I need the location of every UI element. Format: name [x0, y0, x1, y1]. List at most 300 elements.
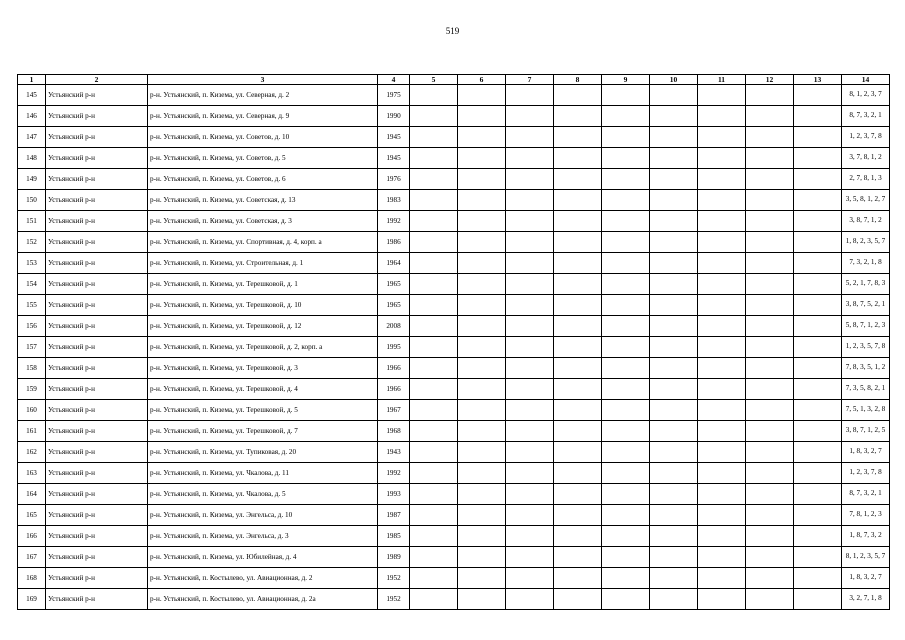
empty-cell-col-12 — [746, 421, 794, 442]
col14-cell: 7, 8, 3, 5, 1, 2 — [842, 358, 890, 379]
empty-cell-col-9 — [602, 148, 650, 169]
col14-cell: 7, 8, 1, 2, 3 — [842, 505, 890, 526]
address-cell: р-н. Устьянский, п. Кизема, ул. Тупиковая, д. 20 — [148, 442, 378, 463]
empty-cell-col-7 — [506, 484, 554, 505]
row-number: 155 — [18, 295, 46, 316]
year-cell: 1966 — [378, 379, 410, 400]
row-number: 152 — [18, 232, 46, 253]
empty-cell-col-10 — [650, 547, 698, 568]
empty-cell-col-11 — [698, 421, 746, 442]
table-row — [18, 526, 890, 547]
empty-cell-col-9 — [602, 421, 650, 442]
table-row — [18, 421, 890, 442]
empty-cell-col-13 — [794, 568, 842, 589]
address-cell: р-н. Устьянский, п. Кизема, ул. Терешковой, д. 1 — [148, 274, 378, 295]
empty-cell-col-7 — [506, 337, 554, 358]
empty-cell-col-6 — [458, 505, 506, 526]
empty-cell-col-6 — [458, 316, 506, 337]
column-header-13: 13 — [794, 75, 842, 85]
empty-cell-col-8 — [554, 253, 602, 274]
empty-cell-col-10 — [650, 253, 698, 274]
empty-cell-col-13 — [794, 232, 842, 253]
district-cell: Устьянский р-н — [46, 127, 148, 148]
address-cell: р-н. Устьянский, п. Кизема, ул. Строительная, д. 1 — [148, 253, 378, 274]
empty-cell-col-10 — [650, 211, 698, 232]
empty-cell-col-5 — [410, 190, 458, 211]
address-cell: р-н. Устьянский, п. Костылево, ул. Авиационная, д. 2 — [148, 568, 378, 589]
year-cell: 1964 — [378, 253, 410, 274]
column-header-3: 3 — [148, 75, 378, 85]
empty-cell-col-12 — [746, 316, 794, 337]
address-cell: р-н. Устьянский, п. Кизема, ул. Терешковой, д. 10 — [148, 295, 378, 316]
col14-cell: 7, 5, 1, 3, 2, 8 — [842, 400, 890, 421]
empty-cell-col-13 — [794, 253, 842, 274]
row-number: 161 — [18, 421, 46, 442]
empty-cell-col-9 — [602, 463, 650, 484]
table-row — [18, 589, 890, 610]
col14-cell: 1, 2, 3, 5, 7, 8 — [842, 337, 890, 358]
empty-cell-col-12 — [746, 484, 794, 505]
address-cell: р-н. Устьянский, п. Кизема, ул. Советов, д. 10 — [148, 127, 378, 148]
col14-cell: 1, 2, 3, 7, 8 — [842, 127, 890, 148]
empty-cell-col-11 — [698, 127, 746, 148]
empty-cell-col-7 — [506, 211, 554, 232]
empty-cell-col-7 — [506, 274, 554, 295]
empty-cell-col-8 — [554, 421, 602, 442]
col14-cell: 1, 8, 3, 2, 7 — [842, 442, 890, 463]
row-number: 162 — [18, 442, 46, 463]
address-cell: р-н. Устьянский, п. Кизема, ул. Терешковой, д. 7 — [148, 421, 378, 442]
empty-cell-col-5 — [410, 85, 458, 106]
empty-cell-col-12 — [746, 274, 794, 295]
year-cell: 1975 — [378, 85, 410, 106]
empty-cell-col-12 — [746, 85, 794, 106]
empty-cell-col-10 — [650, 442, 698, 463]
empty-cell-col-12 — [746, 127, 794, 148]
empty-cell-col-6 — [458, 358, 506, 379]
district-cell: Устьянский р-н — [46, 253, 148, 274]
empty-cell-col-8 — [554, 295, 602, 316]
year-cell: 1952 — [378, 568, 410, 589]
empty-cell-col-9 — [602, 337, 650, 358]
empty-cell-col-7 — [506, 148, 554, 169]
col14-cell: 3, 2, 7, 1, 8 — [842, 589, 890, 610]
year-cell: 1965 — [378, 295, 410, 316]
district-cell: Устьянский р-н — [46, 274, 148, 295]
year-cell: 1945 — [378, 148, 410, 169]
empty-cell-col-7 — [506, 400, 554, 421]
row-number: 164 — [18, 484, 46, 505]
empty-cell-col-5 — [410, 106, 458, 127]
table-row — [18, 463, 890, 484]
empty-cell-col-13 — [794, 148, 842, 169]
row-number: 157 — [18, 337, 46, 358]
column-header-10: 10 — [650, 75, 698, 85]
empty-cell-col-9 — [602, 127, 650, 148]
table-row — [18, 379, 890, 400]
year-cell: 1965 — [378, 274, 410, 295]
empty-cell-col-5 — [410, 253, 458, 274]
district-cell: Устьянский р-н — [46, 400, 148, 421]
col14-cell: 8, 7, 3, 2, 1 — [842, 484, 890, 505]
empty-cell-col-10 — [650, 274, 698, 295]
address-cell: р-н. Устьянский, п. Кизема, ул. Энгельса, д. 10 — [148, 505, 378, 526]
row-number: 163 — [18, 463, 46, 484]
empty-cell-col-12 — [746, 358, 794, 379]
table-row — [18, 547, 890, 568]
row-number: 169 — [18, 589, 46, 610]
district-cell: Устьянский р-н — [46, 106, 148, 127]
district-cell: Устьянский р-н — [46, 526, 148, 547]
empty-cell-col-9 — [602, 295, 650, 316]
empty-cell-col-7 — [506, 106, 554, 127]
district-cell: Устьянский р-н — [46, 442, 148, 463]
table-body — [18, 85, 890, 610]
empty-cell-col-6 — [458, 442, 506, 463]
empty-cell-col-6 — [458, 463, 506, 484]
column-header-9: 9 — [602, 75, 650, 85]
empty-cell-col-12 — [746, 505, 794, 526]
empty-cell-col-8 — [554, 568, 602, 589]
district-cell: Устьянский р-н — [46, 589, 148, 610]
empty-cell-col-10 — [650, 589, 698, 610]
empty-cell-col-7 — [506, 526, 554, 547]
empty-cell-col-10 — [650, 463, 698, 484]
empty-cell-col-8 — [554, 526, 602, 547]
column-header-7: 7 — [506, 75, 554, 85]
empty-cell-col-6 — [458, 85, 506, 106]
empty-cell-col-11 — [698, 253, 746, 274]
empty-cell-col-6 — [458, 568, 506, 589]
col14-cell: 1, 8, 2, 3, 5, 7 — [842, 232, 890, 253]
table-row — [18, 400, 890, 421]
table-row — [18, 85, 890, 106]
empty-cell-col-10 — [650, 316, 698, 337]
empty-cell-col-6 — [458, 169, 506, 190]
row-number: 150 — [18, 190, 46, 211]
empty-cell-col-13 — [794, 127, 842, 148]
col14-cell: 7, 3, 5, 8, 2, 1 — [842, 379, 890, 400]
empty-cell-col-5 — [410, 337, 458, 358]
column-header-11: 11 — [698, 75, 746, 85]
empty-cell-col-12 — [746, 295, 794, 316]
district-cell: Устьянский р-н — [46, 358, 148, 379]
empty-cell-col-5 — [410, 169, 458, 190]
empty-cell-col-10 — [650, 169, 698, 190]
empty-cell-col-10 — [650, 421, 698, 442]
empty-cell-col-9 — [602, 85, 650, 106]
empty-cell-col-6 — [458, 190, 506, 211]
empty-cell-col-7 — [506, 421, 554, 442]
empty-cell-col-8 — [554, 211, 602, 232]
empty-cell-col-8 — [554, 190, 602, 211]
district-cell: Устьянский р-н — [46, 484, 148, 505]
address-cell: р-н. Устьянский, п. Кизема, ул. Северная, д. 9 — [148, 106, 378, 127]
empty-cell-col-10 — [650, 106, 698, 127]
table-row — [18, 505, 890, 526]
empty-cell-col-11 — [698, 148, 746, 169]
empty-cell-col-13 — [794, 421, 842, 442]
empty-cell-col-11 — [698, 463, 746, 484]
row-number: 159 — [18, 379, 46, 400]
empty-cell-col-7 — [506, 232, 554, 253]
table-row — [18, 442, 890, 463]
empty-cell-col-11 — [698, 358, 746, 379]
column-header-2: 2 — [46, 75, 148, 85]
col14-cell: 3, 7, 8, 1, 2 — [842, 148, 890, 169]
empty-cell-col-9 — [602, 442, 650, 463]
empty-cell-col-8 — [554, 379, 602, 400]
district-cell: Устьянский р-н — [46, 211, 148, 232]
empty-cell-col-12 — [746, 232, 794, 253]
empty-cell-col-10 — [650, 190, 698, 211]
empty-cell-col-8 — [554, 589, 602, 610]
empty-cell-col-8 — [554, 358, 602, 379]
column-header-12: 12 — [746, 75, 794, 85]
address-cell: р-н. Устьянский, п. Кизема, ул. Советов, д. 6 — [148, 169, 378, 190]
empty-cell-col-9 — [602, 316, 650, 337]
row-number: 147 — [18, 127, 46, 148]
empty-cell-col-10 — [650, 85, 698, 106]
empty-cell-col-11 — [698, 337, 746, 358]
empty-cell-col-12 — [746, 400, 794, 421]
col14-cell: 3, 5, 8, 1, 2, 7 — [842, 190, 890, 211]
column-header-6: 6 — [458, 75, 506, 85]
year-cell: 1943 — [378, 442, 410, 463]
column-header-8: 8 — [554, 75, 602, 85]
empty-cell-col-9 — [602, 274, 650, 295]
page-number: 519 — [445, 26, 460, 36]
empty-cell-col-10 — [650, 484, 698, 505]
header-row — [18, 75, 890, 85]
empty-cell-col-12 — [746, 169, 794, 190]
empty-cell-col-7 — [506, 505, 554, 526]
empty-cell-col-12 — [746, 568, 794, 589]
empty-cell-col-13 — [794, 526, 842, 547]
empty-cell-col-7 — [506, 295, 554, 316]
empty-cell-col-5 — [410, 211, 458, 232]
column-header-5: 5 — [410, 75, 458, 85]
year-cell: 1983 — [378, 190, 410, 211]
col14-cell: 8, 1, 2, 3, 5, 7 — [842, 547, 890, 568]
empty-cell-col-11 — [698, 547, 746, 568]
empty-cell-col-12 — [746, 442, 794, 463]
district-cell: Устьянский р-н — [46, 547, 148, 568]
empty-cell-col-13 — [794, 358, 842, 379]
empty-cell-col-10 — [650, 358, 698, 379]
empty-cell-col-10 — [650, 232, 698, 253]
col14-cell: 3, 8, 7, 5, 2, 1 — [842, 295, 890, 316]
empty-cell-col-7 — [506, 253, 554, 274]
empty-cell-col-8 — [554, 337, 602, 358]
empty-cell-col-6 — [458, 337, 506, 358]
address-cell: р-н. Устьянский, п. Кизема, ул. Советская, д. 13 — [148, 190, 378, 211]
empty-cell-col-12 — [746, 253, 794, 274]
year-cell: 1945 — [378, 127, 410, 148]
district-cell: Устьянский р-н — [46, 232, 148, 253]
empty-cell-col-12 — [746, 106, 794, 127]
empty-cell-col-8 — [554, 274, 602, 295]
empty-cell-col-11 — [698, 169, 746, 190]
empty-cell-col-8 — [554, 463, 602, 484]
empty-cell-col-11 — [698, 85, 746, 106]
empty-cell-col-12 — [746, 526, 794, 547]
empty-cell-col-9 — [602, 484, 650, 505]
empty-cell-col-9 — [602, 547, 650, 568]
empty-cell-col-13 — [794, 547, 842, 568]
empty-cell-col-5 — [410, 295, 458, 316]
year-cell: 1993 — [378, 484, 410, 505]
district-cell: Устьянский р-н — [46, 421, 148, 442]
row-number: 165 — [18, 505, 46, 526]
table-row — [18, 316, 890, 337]
empty-cell-col-12 — [746, 463, 794, 484]
empty-cell-col-11 — [698, 274, 746, 295]
empty-cell-col-11 — [698, 295, 746, 316]
col14-cell: 8, 1, 2, 3, 7 — [842, 85, 890, 106]
row-number: 166 — [18, 526, 46, 547]
empty-cell-col-7 — [506, 568, 554, 589]
address-cell: р-н. Устьянский, п. Кизема, ул. Советов, д. 5 — [148, 148, 378, 169]
empty-cell-col-7 — [506, 442, 554, 463]
table-row — [18, 106, 890, 127]
empty-cell-col-11 — [698, 190, 746, 211]
year-cell: 1985 — [378, 526, 410, 547]
address-cell: р-н. Устьянский, п. Кизема, ул. Чкалова, д. 11 — [148, 463, 378, 484]
empty-cell-col-5 — [410, 148, 458, 169]
empty-cell-col-11 — [698, 400, 746, 421]
district-cell: Устьянский р-н — [46, 169, 148, 190]
address-cell: р-н. Устьянский, п. Кизема, ул. Терешковой, д. 3 — [148, 358, 378, 379]
empty-cell-col-12 — [746, 589, 794, 610]
empty-cell-col-13 — [794, 316, 842, 337]
col14-cell: 1, 8, 7, 3, 2 — [842, 526, 890, 547]
district-cell: Устьянский р-н — [46, 85, 148, 106]
address-cell: р-н. Устьянский, п. Кизема, ул. Юбилейная, д. 4 — [148, 547, 378, 568]
row-number: 149 — [18, 169, 46, 190]
year-cell: 1966 — [378, 358, 410, 379]
district-cell: Устьянский р-н — [46, 463, 148, 484]
district-cell: Устьянский р-н — [46, 295, 148, 316]
table-row — [18, 253, 890, 274]
empty-cell-col-5 — [410, 568, 458, 589]
empty-cell-col-7 — [506, 547, 554, 568]
column-header-14: 14 — [842, 75, 890, 85]
address-cell: р-н. Устьянский, п. Кизема, ул. Чкалова, д. 5 — [148, 484, 378, 505]
empty-cell-col-10 — [650, 337, 698, 358]
row-number: 160 — [18, 400, 46, 421]
row-number: 154 — [18, 274, 46, 295]
col14-cell: 7, 3, 2, 1, 8 — [842, 253, 890, 274]
empty-cell-col-11 — [698, 484, 746, 505]
empty-cell-col-9 — [602, 358, 650, 379]
empty-cell-col-9 — [602, 169, 650, 190]
district-cell: Устьянский р-н — [46, 190, 148, 211]
empty-cell-col-10 — [650, 400, 698, 421]
empty-cell-col-10 — [650, 127, 698, 148]
address-cell: р-н. Устьянский, п. Кизема, ул. Терешковой, д. 12 — [148, 316, 378, 337]
table-row — [18, 568, 890, 589]
row-number: 148 — [18, 148, 46, 169]
empty-cell-col-5 — [410, 484, 458, 505]
empty-cell-col-11 — [698, 232, 746, 253]
empty-cell-col-9 — [602, 253, 650, 274]
empty-cell-col-13 — [794, 211, 842, 232]
column-header-1: 1 — [18, 75, 46, 85]
empty-cell-col-8 — [554, 148, 602, 169]
col14-cell: 3, 8, 7, 1, 2, 5 — [842, 421, 890, 442]
empty-cell-col-8 — [554, 505, 602, 526]
empty-cell-col-9 — [602, 379, 650, 400]
district-cell: Устьянский р-н — [46, 148, 148, 169]
empty-cell-col-8 — [554, 106, 602, 127]
row-number: 153 — [18, 253, 46, 274]
empty-cell-col-7 — [506, 358, 554, 379]
empty-cell-col-10 — [650, 505, 698, 526]
district-cell: Устьянский р-н — [46, 337, 148, 358]
empty-cell-col-11 — [698, 316, 746, 337]
empty-cell-col-11 — [698, 526, 746, 547]
empty-cell-col-5 — [410, 463, 458, 484]
empty-cell-col-13 — [794, 400, 842, 421]
year-cell: 2008 — [378, 316, 410, 337]
empty-cell-col-13 — [794, 442, 842, 463]
table-row — [18, 274, 890, 295]
year-cell: 1952 — [378, 589, 410, 610]
empty-cell-col-5 — [410, 505, 458, 526]
table-row — [18, 127, 890, 148]
empty-cell-col-10 — [650, 526, 698, 547]
col14-cell: 3, 8, 7, 1, 2 — [842, 211, 890, 232]
address-cell: р-н. Устьянский, п. Кизема, ул. Терешковой, д. 5 — [148, 400, 378, 421]
district-cell: Устьянский р-н — [46, 568, 148, 589]
empty-cell-col-7 — [506, 127, 554, 148]
empty-cell-col-7 — [506, 379, 554, 400]
row-number: 145 — [18, 85, 46, 106]
empty-cell-col-10 — [650, 568, 698, 589]
address-cell: р-н. Устьянский, п. Кизема, ул. Терешковой, д. 2, корп. а — [148, 337, 378, 358]
empty-cell-col-6 — [458, 253, 506, 274]
empty-cell-col-8 — [554, 484, 602, 505]
empty-cell-col-6 — [458, 421, 506, 442]
column-header-4: 4 — [378, 75, 410, 85]
empty-cell-col-9 — [602, 589, 650, 610]
empty-cell-col-13 — [794, 505, 842, 526]
empty-cell-col-9 — [602, 232, 650, 253]
empty-cell-col-8 — [554, 547, 602, 568]
district-cell: Устьянский р-н — [46, 505, 148, 526]
col14-cell: 1, 8, 3, 2, 7 — [842, 568, 890, 589]
empty-cell-col-8 — [554, 127, 602, 148]
empty-cell-col-5 — [410, 274, 458, 295]
empty-cell-col-9 — [602, 211, 650, 232]
empty-cell-col-6 — [458, 211, 506, 232]
col14-cell: 5, 2, 1, 7, 8, 3 — [842, 274, 890, 295]
year-cell: 1986 — [378, 232, 410, 253]
empty-cell-col-12 — [746, 379, 794, 400]
empty-cell-col-5 — [410, 442, 458, 463]
year-cell: 1987 — [378, 505, 410, 526]
year-cell: 1992 — [378, 211, 410, 232]
col14-cell: 8, 7, 3, 2, 1 — [842, 106, 890, 127]
empty-cell-col-13 — [794, 379, 842, 400]
empty-cell-col-5 — [410, 379, 458, 400]
empty-cell-col-6 — [458, 526, 506, 547]
empty-cell-col-5 — [410, 421, 458, 442]
district-cell: Устьянский р-н — [46, 316, 148, 337]
empty-cell-col-13 — [794, 295, 842, 316]
row-number: 167 — [18, 547, 46, 568]
